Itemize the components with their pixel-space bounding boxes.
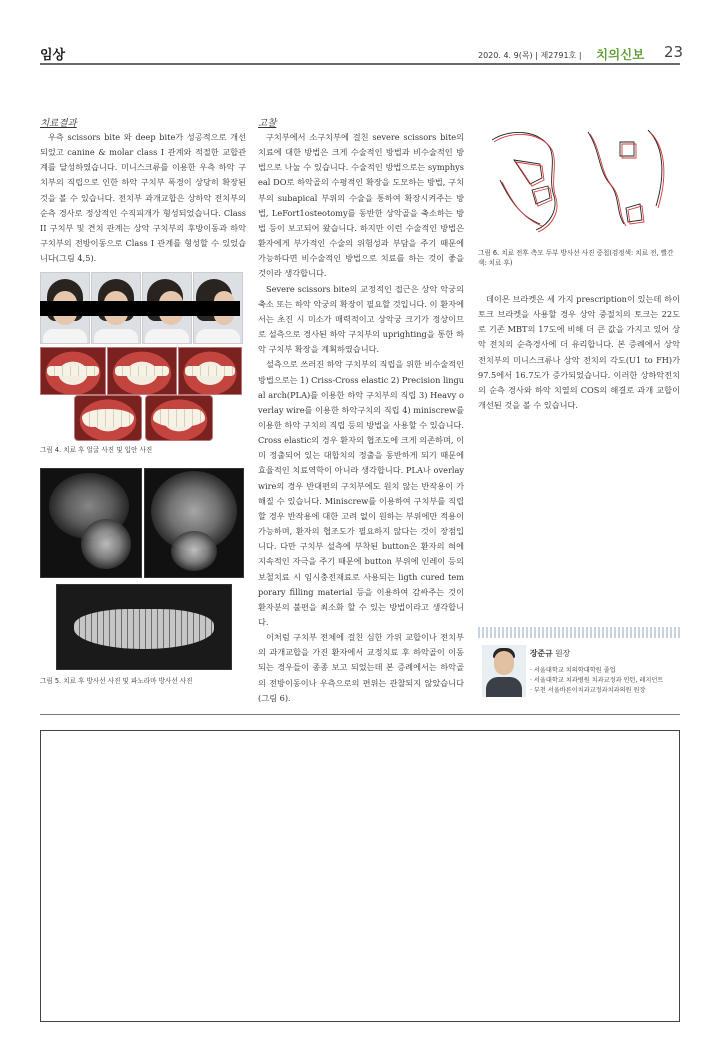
intraoral-photo-upper-occlusal [74,395,142,441]
author-bio-item: · 서울대학교 치과병원 치과교정과 인턴, 레지던트 [530,677,664,684]
discussion-p4: 이처럼 구치부 전체에 걸친 심한 가위 교합이나 전치부의 과개교합을 가진 환자에서 교정치료 후 하악골이 이동되는 경우들이 종종 보고 되었는데 본 증례에서는 하악골의 전방이동이나 우측으로의 편위는 관찰되지 않았습니다(그림 6). [258,632,464,703]
advertisement-box [40,730,680,1022]
page-number: 23 [664,43,684,61]
discussion-body [258,130,464,706]
newspaper-name: 치의신보 [596,47,645,62]
lateral-ceph-xray [40,468,142,578]
discussion-p2: Severe scissors bite의 교정적인 접근은 상악 악궁의 축소 또는 하악 악궁의 확장이 필요할 것입니다. 이 환자에서는 초진 시 미소가 매력적이고 상악궁 크기가 정상이므로 설측으로 경사된 하악 구치부의 uprighting을 통한 하악 구치부 확장을 계획하였습니다. [258,283,464,355]
discussion-p1: 구치부에서 소구치부에 걸친 severe scissors bite의 치료에 대한 방법은 크게 수술적인 방법과 비수술적인 방법으로 나눌 수 있습니다. 수술적인 방법으로는 symphyseal DO로 하악골의 수평적인 확장을 도모하는 방법, 구치부의 subapical 부위의 수술을 통하여 확장시켜주는 방법, LeFort1osteotomy를 동반한 상악골을 축소하는 방법 등이 보고되어 왔습니다. 하지만 이런 수술적인 방법은 환자에게 부가적인 수술의 위험성과 부담을 주기 때문에 가능하다면 비수술적인 방법으로 치료를 하는 것이 좋을 것이라 생각합니다. [258,132,464,279]
discussion-p3: 설측으로 쓰러진 하악 구치부의 직립을 위한 비수술적인 방법으로는 1) Criss-Cross elastic 2) Precision lingual arch(PLA)를 이용한 하악 구치부의 직립 3) Heavy overlay wire를 이용한 하악구치의 직립 4) miniscrew를 이용한 하악 구치의 직립 등의 방법을 사용할 수 있습니다. Cross elastic의 경우 환자의 협조도에 크게 의존하며, 이미 정출되어 있는 대합치의 정출을 동반하게 되기 때문에 효율적인 치료역학이 아니라 생각합니다. PLA나 overlay wire의 경우 반대편의 구치부에도 원치 않는 반작용이 가해질 수 있습니다. Miniscrew를 이용하여 구치부를 직립할 경우 반작용에 대한 고려 없이 원하는 부위에만 적용이 가능하며, 환자의 협조도가 필요하지 않다는 것이 장점입니다. 다만 구치부 설측에 부착된 button은 환자의 혀에 지속적인 자극을 주기 때문에 button 부위에 인레이 등의 보철치료 시 임시충전재료로 사용되는 ligth cured temporary filling material 등을 이용하여 감싸주는 것이 환자분의 불편을 최소화 할 수 있는 방법이라고 생각합니다. [258,359,465,627]
pa-ceph-xray [144,468,244,578]
author-name: 장준규 [530,649,553,658]
issue-date: 2020. 4. 9(목) | 제2791호 | [478,51,582,60]
author-title: 원장 [555,649,571,658]
results-paragraph: 우측 scissors bite 와 deep bite가 성공적으로 개선되었고 canine & molar class I 관계와 적절한 교합관계를 달성하였습니다. 미니스크류를 이용한 우측 하악 구치부의 직립으로 인한 하악 구치부 폭경이 상당히 확장된 것을 볼 수 있습니다. 전치부 과개교합은 상하악 전치부의 순측 경사로 정상적인 수직피개가 형성되었습니다. Class II 구치부 및 견치 관계는 상악 구치부의 후방이동과 하악 구치부의 전방이동으로 Class I 관계를 형성할 수 있었습니다(그림 4,5). [40,132,246,264]
figure-4-caption: 그림 4. 치료 후 얼굴 사진 및 입안 사진 [40,446,153,454]
author-photo [482,645,526,697]
figure-6-caption: 그림 6. 치료 전후 측모 두부 방사선 사진 중첩(검정색: 치료 전, 빨간색: 치료 후) [478,249,674,267]
panoramic-xray [56,584,232,670]
bottom-rule [40,714,680,715]
author-bio-item: · 서울대학교 치의학대학원 졸업 [530,667,616,674]
discussion-heading: 고찰 [258,118,277,129]
col3-paragraph: 데이몬 브라켓은 세 가지 prescription이 있는데 하이토크 브라켓을 사용할 경우 상악 중절치의 토크는 22도로 기존 MBT의 17도에 비해 더 큰 값을 가지고 있어 상악 전치의 순측경사에 더 유리합니다. 본 증례에서 상악 전치부의 미니스크류나 상악 전치의 각도(U1 to FH)가 97.5에서 16.7도가 증가되었습니다. 이러한 상하악전치의 순측 경사와 하악 치열의 COS의 해결로 과개 교합이 개선된 것을 볼 수 있습니다. [478,294,680,411]
intraoral-photo-lower-occlusal [145,395,213,441]
results-heading: 치료결과 [40,118,77,129]
section-label: 임상 [40,48,66,63]
author-name-line [530,648,570,659]
intraoral-photo-right [40,347,106,395]
ceph-tracing-superimposition [470,120,680,242]
eye-mask-bar [40,301,240,316]
header-rule [40,63,680,65]
intraoral-photo-front [107,347,177,395]
author-box-bar [478,627,680,638]
figure-5-caption: 그림 5. 치료 후 방사선 사진 및 파노라마 방사선 사진 [40,677,193,685]
author-bio-item: · 부천 서울바른이치과교정과치과의원 원장 [530,687,646,694]
author-bio [530,666,663,696]
intraoral-photo-left [178,347,242,395]
